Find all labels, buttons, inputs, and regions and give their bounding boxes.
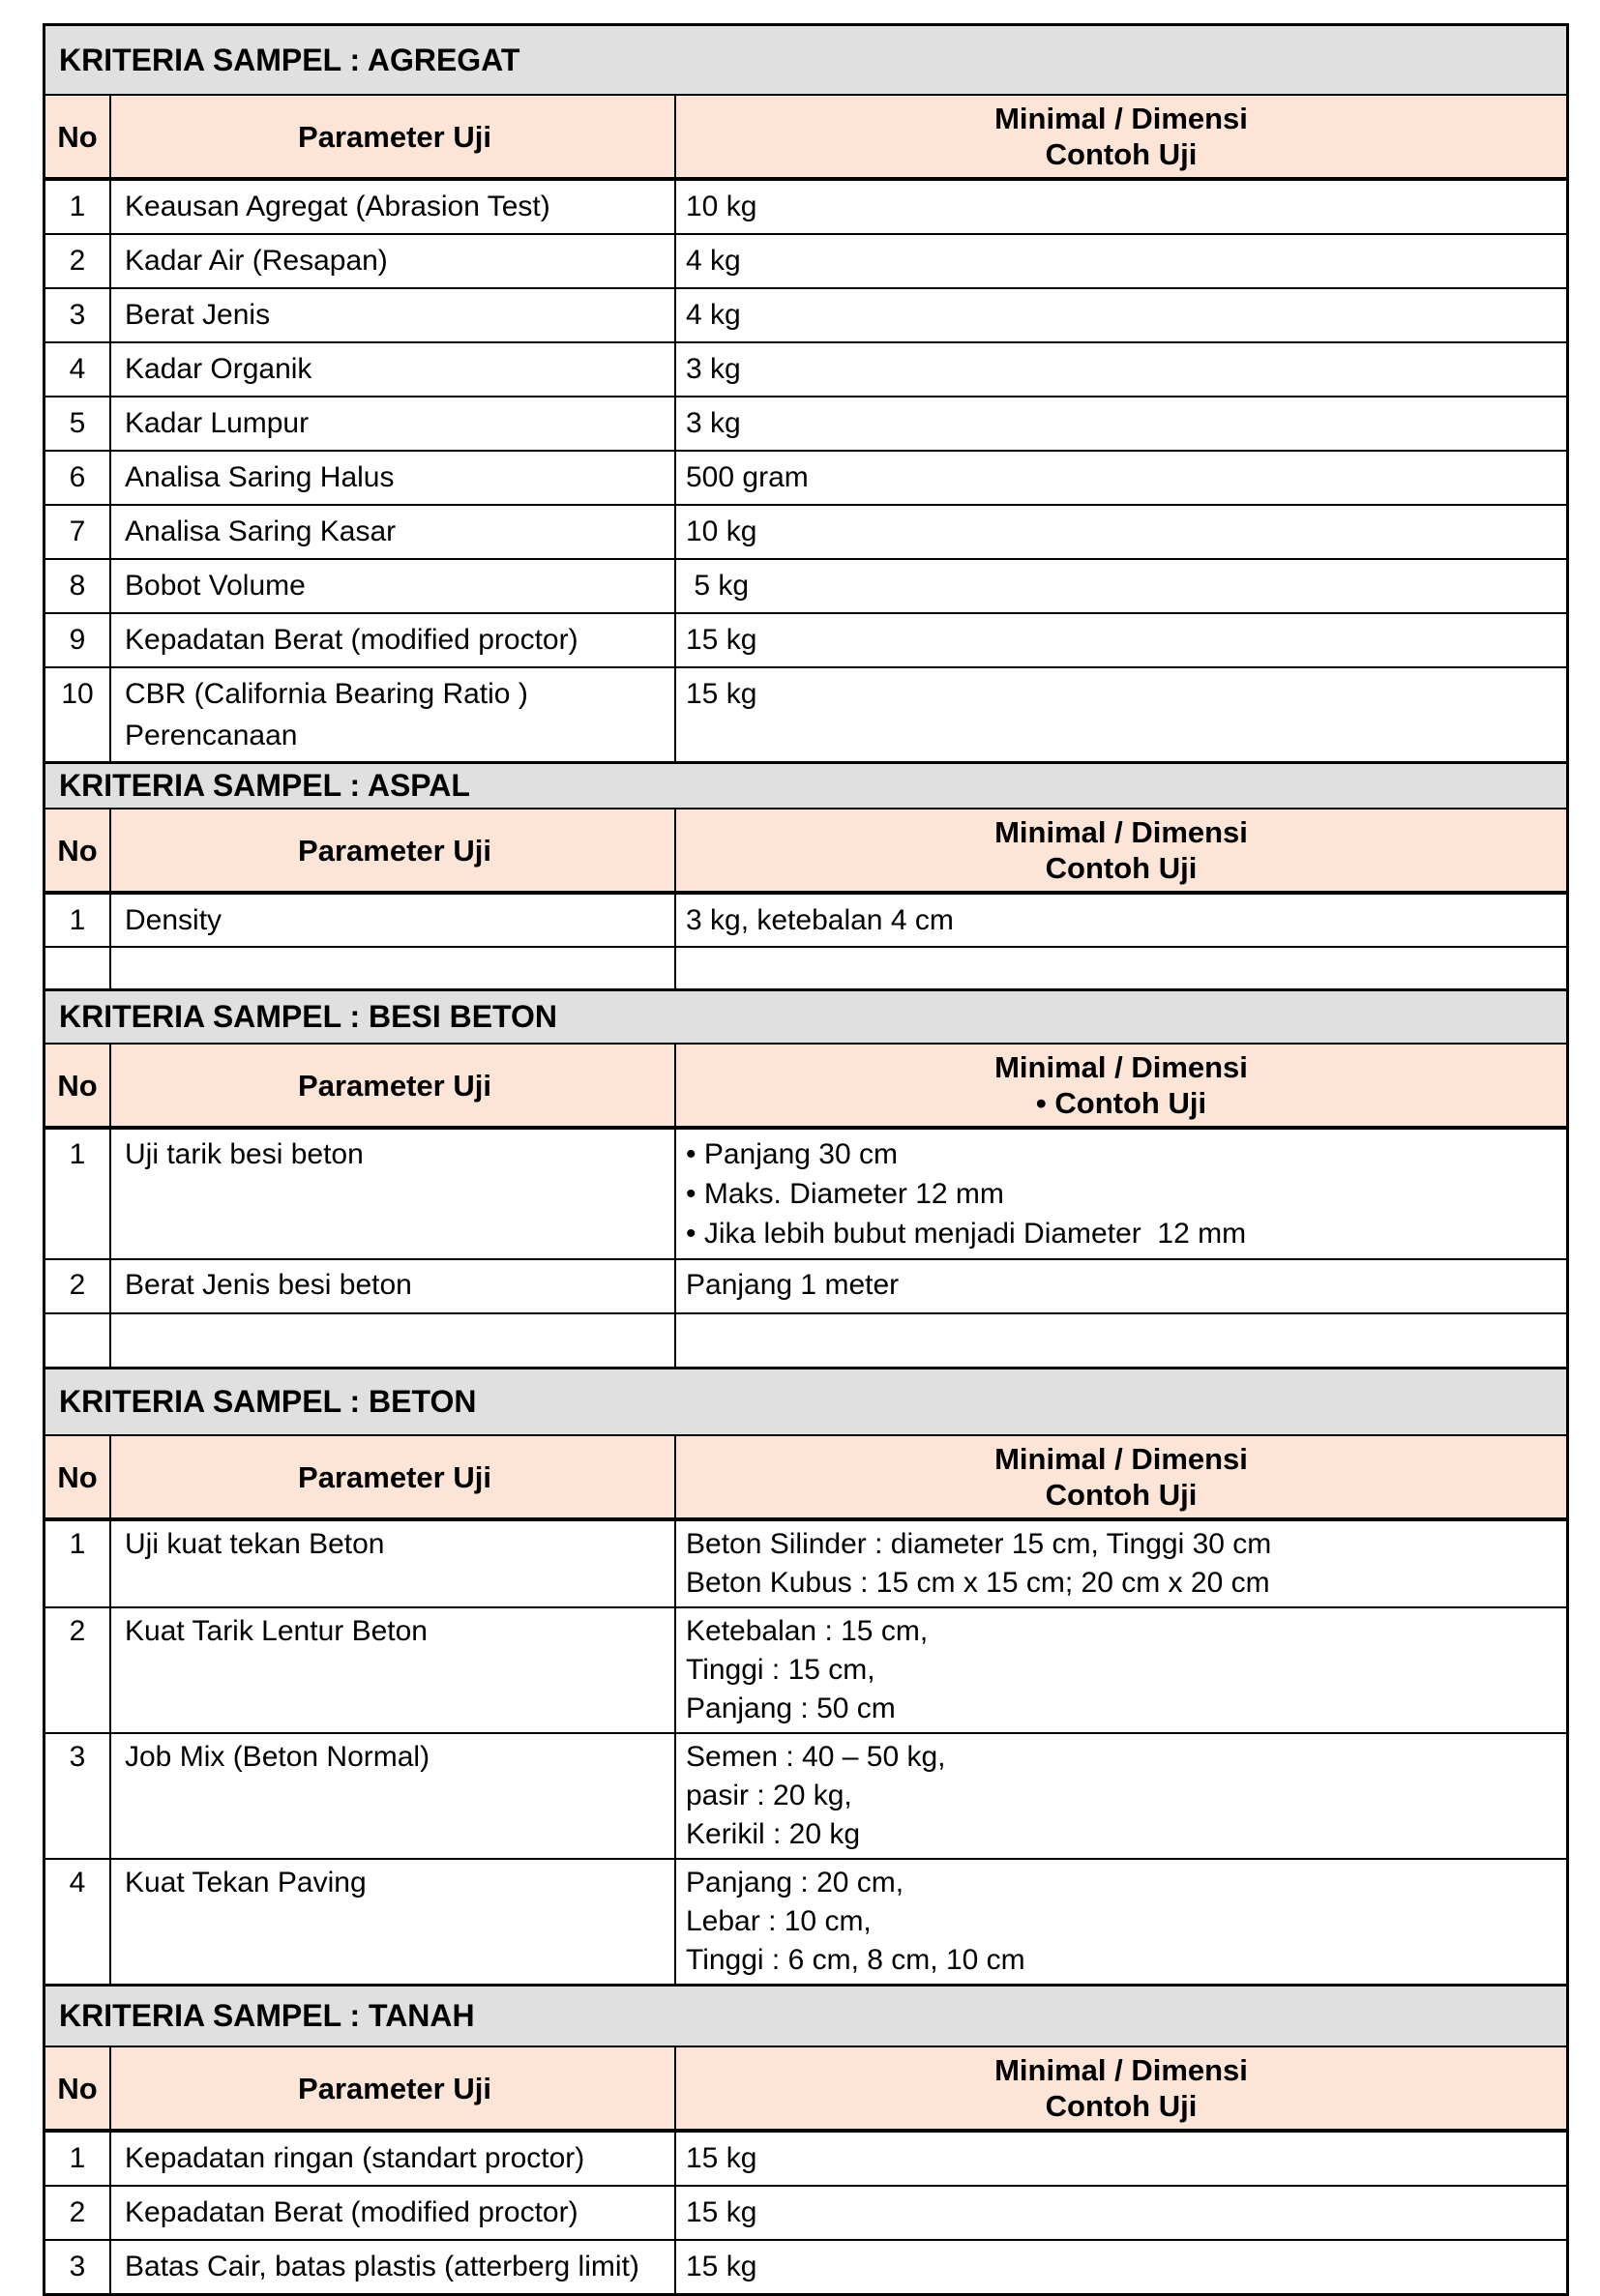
parameter-cell: Batas Cair, batas plastis (atterberg limit)	[109, 2241, 674, 2293]
col-header-parameter: Parameter Uji	[109, 1436, 674, 1517]
column-header-row	[45, 808, 1566, 893]
minimal-line: 3 kg	[686, 353, 741, 385]
section-aspal	[45, 761, 1566, 988]
empty-row	[45, 1312, 1566, 1367]
table-row	[45, 1258, 1566, 1312]
minimal-line: 3 kg	[686, 407, 741, 439]
table-row	[45, 2185, 1566, 2239]
minimal-cell	[674, 235, 1566, 287]
table-row	[45, 450, 1566, 504]
minimal-cell	[674, 2187, 1566, 2239]
col-header-parameter: Parameter Uji	[109, 2047, 674, 2129]
col-header-minimal	[674, 96, 1566, 177]
column-header-row	[45, 1043, 1566, 1128]
minimal-line: 4 kg	[686, 245, 741, 277]
col-header-no: No	[57, 119, 98, 154]
col-header-minimal-line: • Contoh Uji	[1035, 1086, 1207, 1120]
section-agregat	[45, 26, 1566, 761]
parameter-cell: Kepadatan Berat (modified proctor)	[109, 2187, 674, 2239]
minimal-cell	[674, 1260, 1566, 1312]
parameter-cell: Bobot Volume	[109, 560, 674, 612]
minimal-line: Lebar : 10 cm,	[686, 1905, 872, 1937]
minimal-cell	[674, 1521, 1566, 1606]
row-number-cell: 5	[69, 407, 86, 439]
row-number-cell: 4	[69, 353, 86, 385]
minimal-line: Beton Kubus : 15 cm x 15 cm; 20 cm x 20 cm	[686, 1567, 1270, 1599]
table-row	[45, 558, 1566, 612]
empty-row	[45, 946, 1566, 988]
minimal-line: 10 kg	[686, 191, 757, 222]
minimal-cell	[674, 2133, 1566, 2185]
minimal-cell	[674, 614, 1566, 666]
col-header-minimal-line: Contoh Uji	[1045, 851, 1198, 885]
parameter-cell: Analisa Saring Kasar	[109, 506, 674, 558]
parameter-cell: Kuat Tarik Lentur Beton	[109, 1608, 674, 1732]
row-number-cell: 1	[69, 1528, 86, 1560]
row-number-cell: 10	[61, 678, 94, 710]
minimal-line: • Jika lebih bubut menjadi Diameter 12 mm	[686, 1218, 1247, 1250]
col-header-parameter: Parameter Uji	[109, 809, 674, 891]
minimal-line: Ketebalan : 15 cm,	[686, 1615, 929, 1647]
table-row	[45, 612, 1566, 666]
col-header-minimal	[674, 1436, 1566, 1517]
row-number-cell: 2	[69, 245, 86, 277]
col-header-no: No	[57, 1459, 98, 1494]
minimal-line: 15 kg	[686, 2251, 757, 2282]
minimal-cell	[674, 289, 1566, 341]
minimal-cell	[674, 181, 1566, 233]
minimal-line: Panjang : 50 cm	[686, 1693, 896, 1724]
table-row	[45, 233, 1566, 287]
section-besi-beton	[45, 988, 1566, 1367]
parameter-cell: Kepadatan ringan (standart proctor)	[109, 2133, 674, 2185]
minimal-cell	[674, 1314, 1566, 1367]
row-number-cell: 4	[69, 1867, 86, 1899]
col-header-minimal-line: Minimal / Dimensi	[994, 815, 1248, 849]
row-number-cell: 2	[69, 1615, 86, 1647]
row-number-cell: 9	[69, 624, 86, 656]
col-header-minimal-line: Contoh Uji	[1045, 1478, 1198, 1512]
section-beton	[45, 1367, 1566, 1984]
row-number-cell: 3	[69, 2251, 86, 2282]
minimal-line: Panjang : 20 cm,	[686, 1867, 904, 1899]
row-number-cell: 1	[69, 2142, 86, 2174]
minimal-line: Tinggi : 6 cm, 8 cm, 10 cm	[686, 1944, 1025, 1976]
table-row	[45, 504, 1566, 558]
parameter-cell: Berat Jenis	[109, 289, 674, 341]
minimal-cell	[674, 1860, 1566, 1984]
col-header-minimal	[674, 2047, 1566, 2129]
table-row	[45, 341, 1566, 396]
table-row	[45, 396, 1566, 450]
minimal-line: 4 kg	[686, 299, 741, 331]
minimal-line: 15 kg	[686, 2142, 757, 2174]
parameter-cell: CBR (California Bearing Ratio ) Perencanaan	[109, 668, 674, 761]
table-row	[45, 179, 1566, 233]
row-number-cell: 6	[69, 461, 86, 493]
row-number-cell	[45, 1314, 109, 1367]
col-header-minimal-line: Minimal / Dimensi	[994, 102, 1248, 135]
table-row	[45, 1519, 1566, 1606]
col-header-parameter: Parameter Uji	[109, 96, 674, 177]
table-row	[45, 1858, 1566, 1984]
row-number-cell: 7	[69, 515, 86, 547]
col-header-no: No	[57, 833, 98, 868]
column-header-row	[45, 2046, 1566, 2131]
minimal-line: Tinggi : 15 cm,	[686, 1654, 875, 1686]
minimal-cell	[674, 1130, 1566, 1258]
parameter-cell	[109, 1314, 674, 1367]
parameter-cell: Analisa Saring Halus	[109, 452, 674, 504]
minimal-line: • Panjang 30 cm	[686, 1138, 898, 1170]
section-title: KRITERIA SAMPEL : BETON	[45, 1367, 1566, 1434]
minimal-cell	[674, 948, 1566, 988]
table-row	[45, 287, 1566, 341]
row-number-cell: 1	[69, 1138, 86, 1170]
minimal-cell	[674, 2241, 1566, 2293]
section-title: KRITERIA SAMPEL : ASPAL	[45, 761, 1566, 808]
table-row	[45, 1732, 1566, 1858]
column-header-row	[45, 1434, 1566, 1519]
col-header-minimal	[674, 809, 1566, 891]
minimal-line: • Maks. Diameter 12 mm	[686, 1178, 1004, 1210]
row-number-cell: 2	[69, 1269, 86, 1301]
row-number-cell: 2	[69, 2196, 86, 2228]
table-row	[45, 1128, 1566, 1258]
section-title: KRITERIA SAMPEL : TANAH	[45, 1984, 1566, 2046]
minimal-cell	[674, 560, 1566, 612]
minimal-line: 5 kg	[686, 570, 750, 602]
section-title: KRITERIA SAMPEL : AGREGAT	[45, 26, 1566, 94]
row-number-cell: 1	[69, 191, 86, 222]
minimal-cell	[674, 452, 1566, 504]
minimal-line: Panjang 1 meter	[686, 1269, 900, 1301]
minimal-line: 3 kg, ketebalan 4 cm	[686, 904, 954, 936]
parameter-cell: Kepadatan Berat (modified proctor)	[109, 614, 674, 666]
minimal-line: pasir : 20 kg,	[686, 1780, 852, 1811]
column-header-row	[45, 94, 1566, 179]
minimal-line: Kerikil : 20 kg	[686, 1818, 861, 1850]
parameter-cell: Density	[109, 895, 674, 946]
criteria-table	[43, 23, 1569, 2296]
minimal-line: 15 kg	[686, 624, 757, 656]
parameter-cell	[109, 948, 674, 988]
col-header-parameter: Parameter Uji	[109, 1045, 674, 1126]
minimal-cell	[674, 895, 1566, 946]
minimal-line: Semen : 40 – 50 kg,	[686, 1741, 946, 1773]
parameter-cell: Berat Jenis besi beton	[109, 1260, 674, 1312]
minimal-cell	[674, 397, 1566, 450]
minimal-cell	[674, 506, 1566, 558]
parameter-cell: Uji kuat tekan Beton	[109, 1521, 674, 1606]
minimal-line: 10 kg	[686, 515, 757, 547]
minimal-line: 15 kg	[686, 678, 757, 710]
parameter-cell: Kadar Lumpur	[109, 397, 674, 450]
minimal-cell	[674, 1608, 1566, 1732]
section-tanah	[45, 1984, 1566, 2293]
col-header-minimal	[674, 1045, 1566, 1126]
parameter-cell: Kuat Tekan Paving	[109, 1860, 674, 1984]
parameter-cell: Uji tarik besi beton	[109, 1130, 674, 1258]
parameter-cell: Keausan Agregat (Abrasion Test)	[109, 181, 674, 233]
parameter-cell: Kadar Air (Resapan)	[109, 235, 674, 287]
minimal-cell	[674, 668, 1566, 761]
row-number-cell: 8	[69, 570, 86, 602]
minimal-line: 500 gram	[686, 461, 809, 493]
col-header-minimal-line: Contoh Uji	[1045, 2089, 1198, 2123]
row-number-cell: 1	[69, 904, 86, 936]
col-header-minimal-line: Minimal / Dimensi	[994, 1442, 1248, 1476]
minimal-line: Beton Silinder : diameter 15 cm, Tinggi 30 cm	[686, 1528, 1272, 1560]
col-header-no: No	[57, 1068, 98, 1103]
table-row	[45, 1606, 1566, 1732]
col-header-no: No	[57, 2071, 98, 2105]
col-header-minimal-line: Contoh Uji	[1045, 137, 1198, 171]
minimal-line: 15 kg	[686, 2196, 757, 2228]
table-row	[45, 893, 1566, 946]
minimal-cell	[674, 343, 1566, 396]
row-number-cell: 3	[69, 1741, 86, 1773]
row-number-cell	[45, 948, 109, 988]
section-title: KRITERIA SAMPEL : BESI BETON	[45, 988, 1566, 1043]
parameter-cell: Job Mix (Beton Normal)	[109, 1734, 674, 1858]
row-number-cell: 3	[69, 299, 86, 331]
table-row	[45, 2131, 1566, 2185]
col-header-minimal-line: Minimal / Dimensi	[994, 1050, 1248, 1084]
table-row	[45, 2239, 1566, 2293]
parameter-cell: Kadar Organik	[109, 343, 674, 396]
col-header-minimal-line: Minimal / Dimensi	[994, 2053, 1248, 2087]
minimal-cell	[674, 1734, 1566, 1858]
table-row	[45, 666, 1566, 761]
